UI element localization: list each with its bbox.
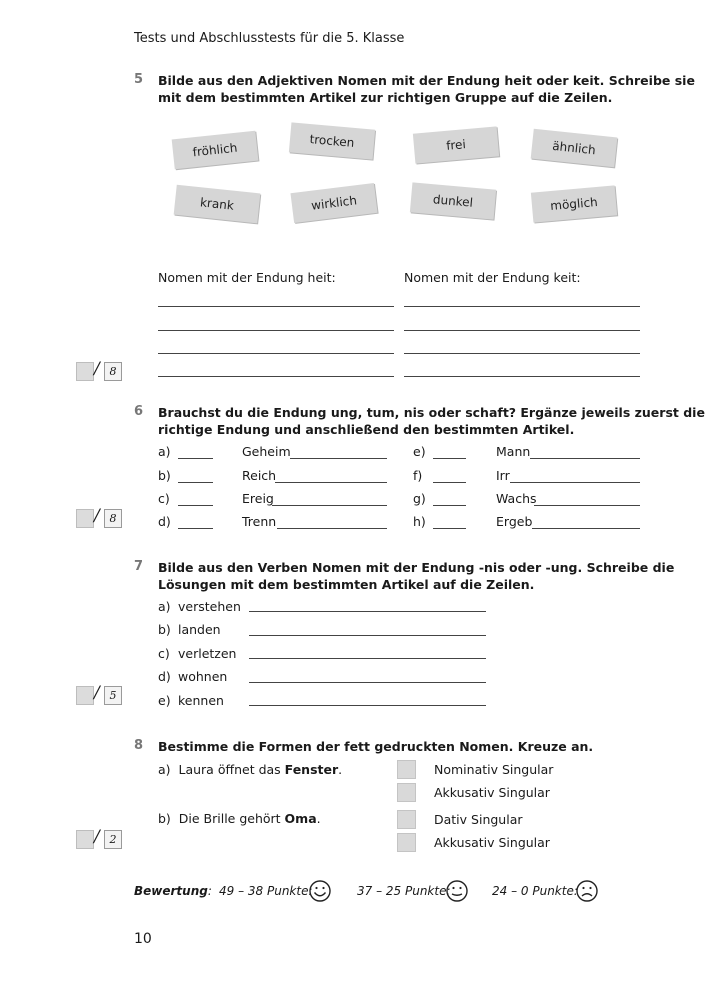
word-stem: Mann: [496, 444, 531, 459]
bold-noun: Fenster: [284, 762, 339, 777]
verb: verletzen: [178, 646, 237, 661]
option-label: Dativ Singular: [434, 812, 523, 827]
answer-line[interactable]: [277, 528, 387, 529]
word-card: dunkel: [410, 182, 496, 219]
rating-label: Bewertung:: [134, 884, 212, 898]
item-label: b): [158, 622, 171, 637]
checkbox-option[interactable]: [397, 783, 416, 802]
task-5-instruction-line2: mit dem bestimmten Artikel zur richtigen Gruppe auf die Zeilen.: [158, 90, 613, 105]
word-stem: Reich: [242, 468, 277, 483]
item-label: b): [158, 468, 171, 483]
item-label: h): [413, 514, 426, 529]
ending-blank[interactable]: [178, 458, 213, 459]
score-input-box[interactable]: [76, 686, 94, 705]
answer-line[interactable]: [534, 505, 640, 506]
page-header: Tests und Abschlusstests für die 5. Klasse: [134, 31, 405, 46]
item-label: c): [158, 491, 170, 506]
happy-face-icon: [307, 878, 333, 904]
score-max: 5: [104, 686, 122, 705]
sad-face-icon: [574, 878, 600, 904]
word-card: ähnlich: [531, 129, 618, 168]
score-max: 8: [104, 362, 122, 381]
word-card: fröhlich: [172, 131, 259, 170]
checkbox-option[interactable]: [397, 833, 416, 852]
word-stem: Ereig: [242, 491, 274, 506]
word-card: wirklich: [290, 183, 377, 223]
ending-blank[interactable]: [433, 458, 466, 459]
score-input-box[interactable]: [76, 362, 94, 381]
task-8-instruction: Bestimme die Formen der fett gedruckten Nomen. Kreuze an.: [158, 739, 594, 754]
score-max: 2: [104, 830, 122, 849]
answer-line[interactable]: [404, 330, 640, 331]
verb: verstehen: [178, 599, 241, 614]
item-label: g): [413, 491, 426, 506]
word-stem: Irr: [496, 468, 510, 483]
item-label: f): [413, 468, 423, 483]
sentence-b: b) Die Brille gehört Oma.: [158, 811, 321, 826]
answer-line[interactable]: [158, 353, 394, 354]
keit-column-heading: Nomen mit der Endung keit:: [404, 270, 581, 285]
word-stem: Trenn: [242, 514, 277, 529]
score-input-box[interactable]: [76, 509, 94, 528]
option-label: Akkusativ Singular: [434, 835, 550, 850]
ending-blank[interactable]: [178, 482, 213, 483]
answer-line[interactable]: [532, 528, 640, 529]
task-7-number: 7: [134, 559, 144, 574]
task-7-instruction-line2: Lösungen mit dem bestimmten Artikel auf die Zeilen.: [158, 577, 535, 592]
option-label: Nominativ Singular: [434, 762, 554, 777]
answer-line[interactable]: [158, 376, 394, 377]
option-label: Akkusativ Singular: [434, 785, 550, 800]
verb: landen: [178, 622, 221, 637]
task-6-instruction-line1: Brauchst du die Endung ung, tum, nis oder schaft? Ergänze jeweils zuerst die: [158, 405, 705, 420]
answer-line[interactable]: [510, 482, 640, 483]
answer-line[interactable]: [404, 353, 640, 354]
rating-range-1: 49 – 38 Punkte:: [219, 884, 313, 898]
verb: wohnen: [178, 669, 228, 684]
answer-line[interactable]: [404, 306, 640, 307]
bold-noun: Oma: [284, 811, 317, 826]
ending-blank[interactable]: [433, 482, 466, 483]
answer-line[interactable]: [530, 458, 640, 459]
item-label: a): [158, 599, 171, 614]
verb: kennen: [178, 693, 224, 708]
answer-line[interactable]: [249, 705, 486, 706]
answer-line[interactable]: [249, 658, 486, 659]
item-label: d): [158, 514, 171, 529]
answer-line[interactable]: [404, 376, 640, 377]
answer-line[interactable]: [275, 482, 387, 483]
word-stem: Geheim: [242, 444, 291, 459]
score-max: 8: [104, 509, 122, 528]
item-label: a): [158, 444, 171, 459]
checkbox-option[interactable]: [397, 760, 416, 779]
item-label: e): [413, 444, 426, 459]
answer-line[interactable]: [249, 611, 486, 612]
task-5-instruction-line1: Bilde aus den Adjektiven Nomen mit der Endung heit oder keit. Schreibe sie: [158, 73, 695, 88]
task-8-number: 8: [134, 738, 144, 753]
word-card: frei: [413, 126, 499, 163]
answer-line[interactable]: [249, 635, 486, 636]
rating-range-3: 24 – 0 Punkte:: [492, 884, 578, 898]
score-box-task-7: / 5: [76, 685, 122, 705]
word-stem: Wachs: [496, 491, 537, 506]
task-7-instruction-line1: Bilde aus den Verben Nomen mit der Endung -nis oder -ung. Schreibe die: [158, 560, 675, 575]
task-6-instruction-line2: richtige Endung und anschließend den bestimmten Artikel.: [158, 422, 575, 437]
neutral-face-icon: [444, 878, 470, 904]
score-box-task-8: / 2: [76, 829, 122, 849]
word-card: trocken: [289, 122, 375, 159]
score-box-task-6: / 8: [76, 508, 122, 528]
item-label: d): [158, 669, 171, 684]
rating-range-2: 37 – 25 Punkte:: [357, 884, 451, 898]
ending-blank[interactable]: [178, 528, 213, 529]
task-6-number: 6: [134, 404, 144, 419]
sentence-a: a) Laura öffnet das Fenster.: [158, 762, 343, 777]
task-5-number: 5: [134, 72, 144, 87]
answer-line[interactable]: [290, 458, 387, 459]
word-card: möglich: [531, 185, 617, 222]
answer-line[interactable]: [249, 682, 486, 683]
word-stem: Ergeb: [496, 514, 533, 529]
ending-blank[interactable]: [178, 505, 213, 506]
heit-column-heading: Nomen mit der Endung heit:: [158, 270, 336, 285]
score-box-task-5: / 8: [76, 361, 122, 381]
item-label: c): [158, 646, 170, 661]
item-label: e): [158, 693, 171, 708]
ending-blank[interactable]: [433, 528, 466, 529]
score-input-box[interactable]: [76, 830, 94, 849]
answer-line[interactable]: [158, 306, 394, 307]
ending-blank[interactable]: [433, 505, 466, 506]
word-card: krank: [174, 185, 261, 224]
answer-line[interactable]: [272, 505, 387, 506]
page-number: 10: [134, 931, 152, 947]
checkbox-option[interactable]: [397, 810, 416, 829]
answer-line[interactable]: [158, 330, 394, 331]
